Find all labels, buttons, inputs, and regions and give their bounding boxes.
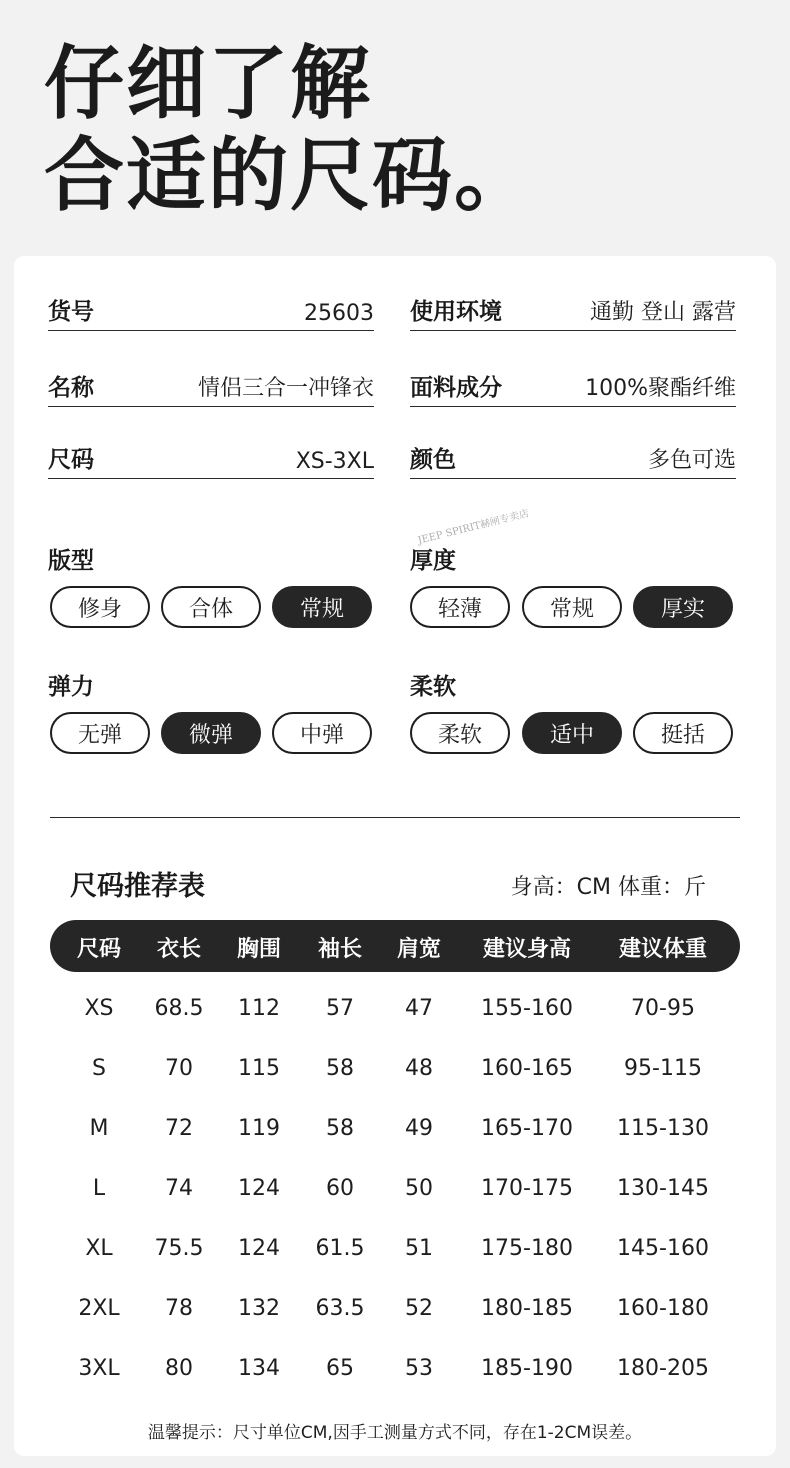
info-key: 尺码 [48, 447, 94, 473]
info-value: 情侣三合一冲锋衣 [197, 376, 374, 401]
table-cell: 75.5 [154, 1236, 204, 1261]
header-cell: 肩宽 [396, 937, 442, 962]
info-value: 100%聚酯纤维 [585, 376, 736, 401]
table-cell: L [92, 1176, 106, 1201]
info-row-size-range [48, 440, 374, 479]
size-table-header [50, 920, 740, 972]
table-cell: 48 [405, 1056, 433, 1081]
table-cell: 51 [405, 1236, 433, 1261]
table-cell: M [89, 1116, 109, 1141]
table-row [14, 1350, 776, 1390]
table-cell: 124 [238, 1176, 280, 1201]
pill-elasticity-2[interactable]: 中弹 [272, 712, 372, 754]
table-cell: 165-170 [481, 1116, 573, 1141]
attr-label-thickness: 厚度 [410, 548, 456, 574]
table-cell: 170-175 [481, 1176, 573, 1201]
table-row [14, 1110, 776, 1150]
table-cell: XS [84, 996, 114, 1021]
table-cell: 50 [405, 1176, 433, 1201]
header-cell: 尺码 [76, 937, 122, 962]
pill-fit-1[interactable]: 合体 [161, 586, 261, 628]
table-cell: 80 [165, 1356, 193, 1381]
table-cell: 70-95 [631, 996, 695, 1021]
table-cell: 53 [405, 1356, 433, 1381]
pill-thickness-2[interactable]: 厚实 [633, 586, 733, 628]
pill-softness-0[interactable]: 柔软 [410, 712, 510, 754]
table-cell: 47 [405, 996, 433, 1021]
header-cell: 建议身高 [482, 937, 572, 962]
table-cell: 78 [165, 1296, 193, 1321]
table-cell: 95-115 [624, 1056, 702, 1081]
pill-fit-0[interactable]: 修身 [50, 586, 150, 628]
spec-card [14, 256, 776, 1456]
table-cell: 58 [326, 1056, 354, 1081]
table-cell: 130-145 [617, 1176, 709, 1201]
header-cell: 衣长 [156, 937, 202, 962]
header-cell: 袖长 [317, 937, 363, 962]
table-cell: 134 [238, 1356, 280, 1381]
info-value: 多色可选 [647, 448, 736, 473]
table-row [14, 1170, 776, 1210]
table-row [14, 1230, 776, 1270]
page-headline [44, 38, 536, 222]
attr-label-elasticity: 弹力 [48, 674, 94, 700]
table-cell: 145-160 [617, 1236, 709, 1261]
pill-elasticity-0[interactable]: 无弹 [50, 712, 150, 754]
headline-line-2: 合适的尺码。 [44, 129, 536, 222]
table-cell: 58 [326, 1116, 354, 1141]
table-cell: 119 [238, 1116, 280, 1141]
table-cell: 175-180 [481, 1236, 573, 1261]
table-cell: S [92, 1056, 106, 1081]
header-cell: 胸围 [236, 937, 282, 962]
pill-softness-2[interactable]: 挺括 [633, 712, 733, 754]
table-cell: 63.5 [315, 1296, 365, 1321]
size-table-title: 尺码推荐表 [70, 871, 205, 902]
pill-elasticity-1[interactable]: 微弹 [161, 712, 261, 754]
pill-thickness-1[interactable]: 常规 [522, 586, 622, 628]
table-cell: 72 [165, 1116, 193, 1141]
info-row-material [410, 368, 736, 407]
table-cell: 160-180 [617, 1296, 709, 1321]
table-cell: 52 [405, 1296, 433, 1321]
table-cell: 160-165 [481, 1056, 573, 1081]
table-cell: 180-205 [617, 1356, 709, 1381]
info-row-name [48, 368, 374, 407]
section-divider [50, 817, 740, 818]
pill-softness-1[interactable]: 适中 [522, 712, 622, 754]
table-cell: 61.5 [315, 1236, 365, 1261]
table-cell: 180-185 [481, 1296, 573, 1321]
table-cell: 132 [238, 1296, 280, 1321]
table-cell: 65 [326, 1356, 354, 1381]
headline-line-1: 仔细了解 [44, 37, 372, 130]
info-row-color [410, 440, 736, 479]
size-footnote: 温馨提示：尺寸单位CM,因手工测量方式不同，存在1-2CM误差。 [147, 1423, 643, 1443]
table-cell: 124 [238, 1236, 280, 1261]
pill-thickness-0[interactable]: 轻薄 [410, 586, 510, 628]
table-cell: 60 [326, 1176, 354, 1201]
info-key: 名称 [48, 375, 94, 401]
info-key: 货号 [48, 299, 94, 325]
info-value: 通勤 登山 露营 [590, 300, 736, 325]
table-cell: 49 [405, 1116, 433, 1141]
table-cell: 2XL [78, 1296, 120, 1321]
attr-label-fit: 版型 [48, 548, 94, 574]
table-cell: 74 [165, 1176, 193, 1201]
header-cell: 建议体重 [618, 937, 708, 962]
pill-fit-2[interactable]: 常规 [272, 586, 372, 628]
table-cell: 57 [326, 996, 354, 1021]
table-cell: 112 [238, 996, 280, 1021]
table-row [14, 990, 776, 1030]
table-cell: 185-190 [481, 1356, 573, 1381]
info-key: 面料成分 [410, 375, 502, 401]
info-value: 25603 [304, 301, 374, 326]
size-table-unit-note: 身高：CM 体重：斤 [510, 875, 706, 900]
table-cell: 68.5 [154, 996, 204, 1021]
store-watermark: JEEP SPIRIT赫闸专卖店 [416, 508, 531, 547]
table-cell: 3XL [78, 1356, 120, 1381]
table-cell: XL [85, 1236, 113, 1261]
info-key: 颜色 [410, 447, 456, 473]
table-cell: 115-130 [617, 1116, 709, 1141]
info-value: XS-3XL [295, 449, 374, 474]
info-row-item-number [48, 292, 374, 331]
table-cell: 115 [238, 1056, 280, 1081]
table-row [14, 1050, 776, 1090]
table-cell: 155-160 [481, 996, 573, 1021]
info-key: 使用环境 [410, 299, 502, 325]
info-row-usage [410, 292, 736, 331]
table-cell: 70 [165, 1056, 193, 1081]
attr-label-softness: 柔软 [410, 674, 456, 700]
table-row [14, 1290, 776, 1330]
